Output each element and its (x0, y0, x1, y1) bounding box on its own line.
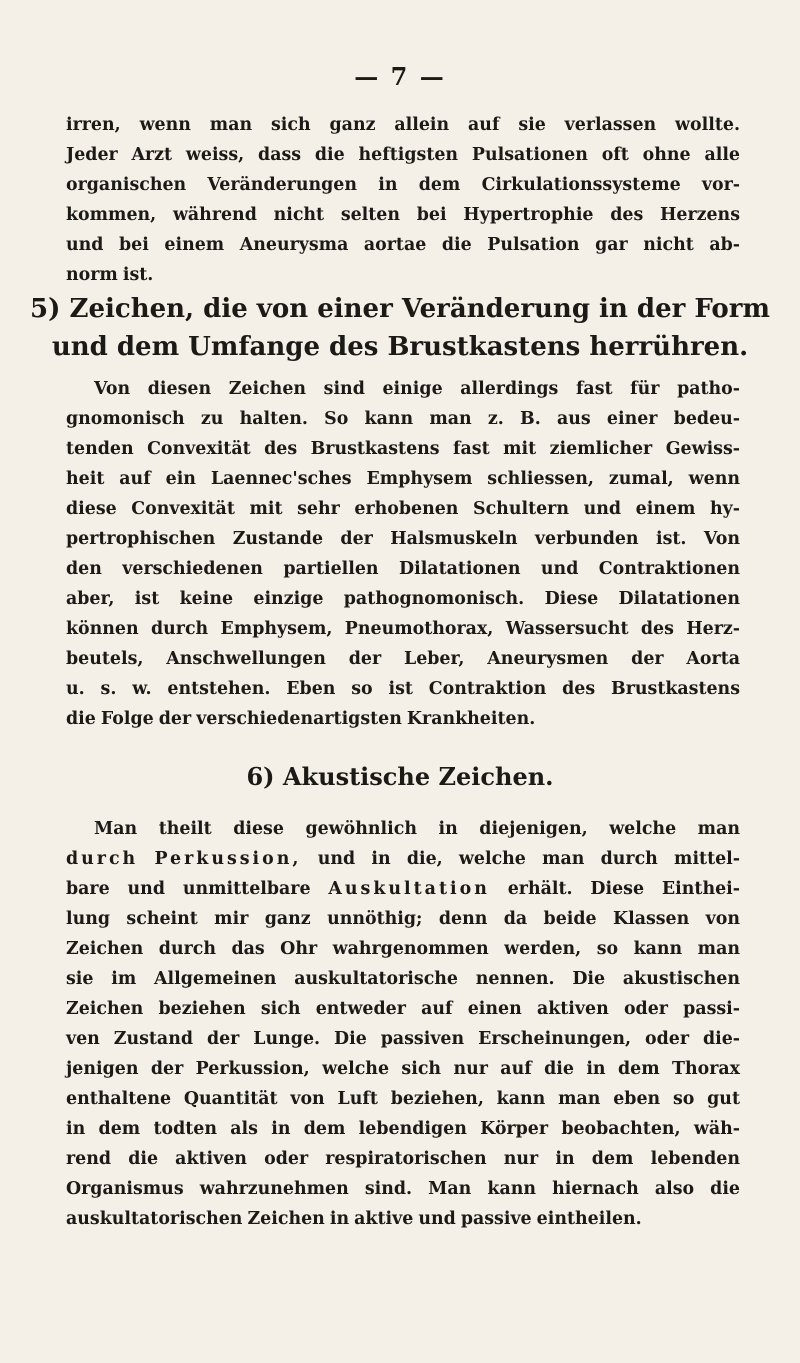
text-line: heit auf ein Laennec'sches Emphysem schliessen, zumal, wenn (66, 469, 740, 489)
text-line: u. s. w. entstehen. Eben so ist Contraktion des Brustkastens (66, 679, 740, 699)
text-line: Von diesen Zeichen sind einige allerdings fast für patho- (94, 379, 740, 399)
text-line: und bei einem Aneurysma aortae die Pulsation gar nicht ab- (66, 235, 740, 255)
heading-line: 6) Akustische Zeichen. (246, 762, 554, 791)
text-line: aber, ist keine einzige pathognomonisch. Diese Dilatationen (66, 589, 740, 609)
text-line: Organismus wahrzunehmen sind. Man kann hiernach also die (66, 1179, 740, 1199)
text-line: Man theilt diese gewöhnlich in diejenigen, welche man (94, 819, 740, 839)
text-line (66, 844, 740, 874)
text-line: irren, wenn man sich ganz allein auf sie verlassen wollte. (66, 115, 740, 135)
text-line: lung scheint mir ganz unnöthig; denn da beide Klassen von (66, 909, 740, 929)
text-fragment: und in die, welche man durch mittel- (317, 849, 741, 869)
text-line: Zeichen beziehen sich entweder auf einen aktiven oder passi- (66, 999, 740, 1019)
paragraph-2 (66, 374, 740, 734)
text-line: pertrophischen Zustande der Halsmuskeln verbunden ist. Von (66, 529, 740, 549)
text-line: die Folge der verschiedenartigsten Krankheiten. (66, 709, 536, 729)
text-line: können durch Emphysem, Pneumothorax, Wassersucht des Herz- (66, 619, 740, 639)
paragraph-3 (66, 814, 740, 1234)
text-line: enthaltene Quantität von Luft beziehen, kann man eben so gut (66, 1089, 740, 1109)
heading-line: 5) Zeichen, die von einer Veränderung in der Form (30, 294, 770, 324)
text-line: organischen Veränderungen in dem Cirkulationssysteme vor- (66, 175, 740, 195)
page-number: — 7 — (354, 62, 446, 91)
text-fragment: bare und unmittelbare (66, 879, 311, 899)
text-line: rend die aktiven oder respiratorischen nur in dem lebenden (66, 1149, 740, 1169)
text-line: tenden Convexität des Brustkastens fast mit ziemlicher Gewiss- (66, 439, 740, 459)
text-line: gnomonisch zu halten. So kann man z. B. aus einer bedeu- (66, 409, 740, 429)
text-line: ven Zustand der Lunge. Die passiven Erscheinungen, oder die- (66, 1029, 740, 1049)
heading-line: und dem Umfange des Brustkastens herrühren. (51, 332, 749, 362)
text-line: sie im Allgemeinen auskultatorische nennen. Die akustischen (66, 969, 740, 989)
text-line: Jeder Arzt weiss, dass die heftigsten Pulsationen oft ohne alle (66, 145, 740, 165)
section-heading-6 (0, 758, 800, 796)
text-line: kommen, während nicht selten bei Hypertrophie des Herzens (66, 205, 740, 225)
text-line: in dem todten als in dem lebendigen Körper beobachten, wäh- (66, 1119, 740, 1139)
text-line: norm ist. (66, 265, 154, 285)
paragraph-1 (66, 110, 740, 290)
section-heading-5 (0, 290, 800, 366)
text-line: den verschiedenen partiellen Dilatationen und Contraktionen (66, 559, 740, 579)
text-fragment: erhält. Diese Einthei- (507, 879, 740, 899)
text-line: diese Convexität mit sehr erhobenen Schultern und einem hy- (66, 499, 740, 519)
spaced-word: Perkussion, (154, 849, 302, 869)
text-line: beutels, Anschwellungen der Leber, Aneurysmen der Aorta (66, 649, 740, 669)
text-line: auskultatorischen Zeichen in aktive und passive eintheilen. (66, 1209, 642, 1229)
text-line (66, 874, 740, 904)
text-line: jenigen der Perkussion, welche sich nur auf die in dem Thorax (66, 1059, 740, 1079)
spaced-word: durch (66, 849, 139, 869)
text-line: Zeichen durch das Ohr wahrgenommen werden, so kann man (66, 939, 740, 959)
spaced-word: Auskultation (328, 879, 490, 899)
